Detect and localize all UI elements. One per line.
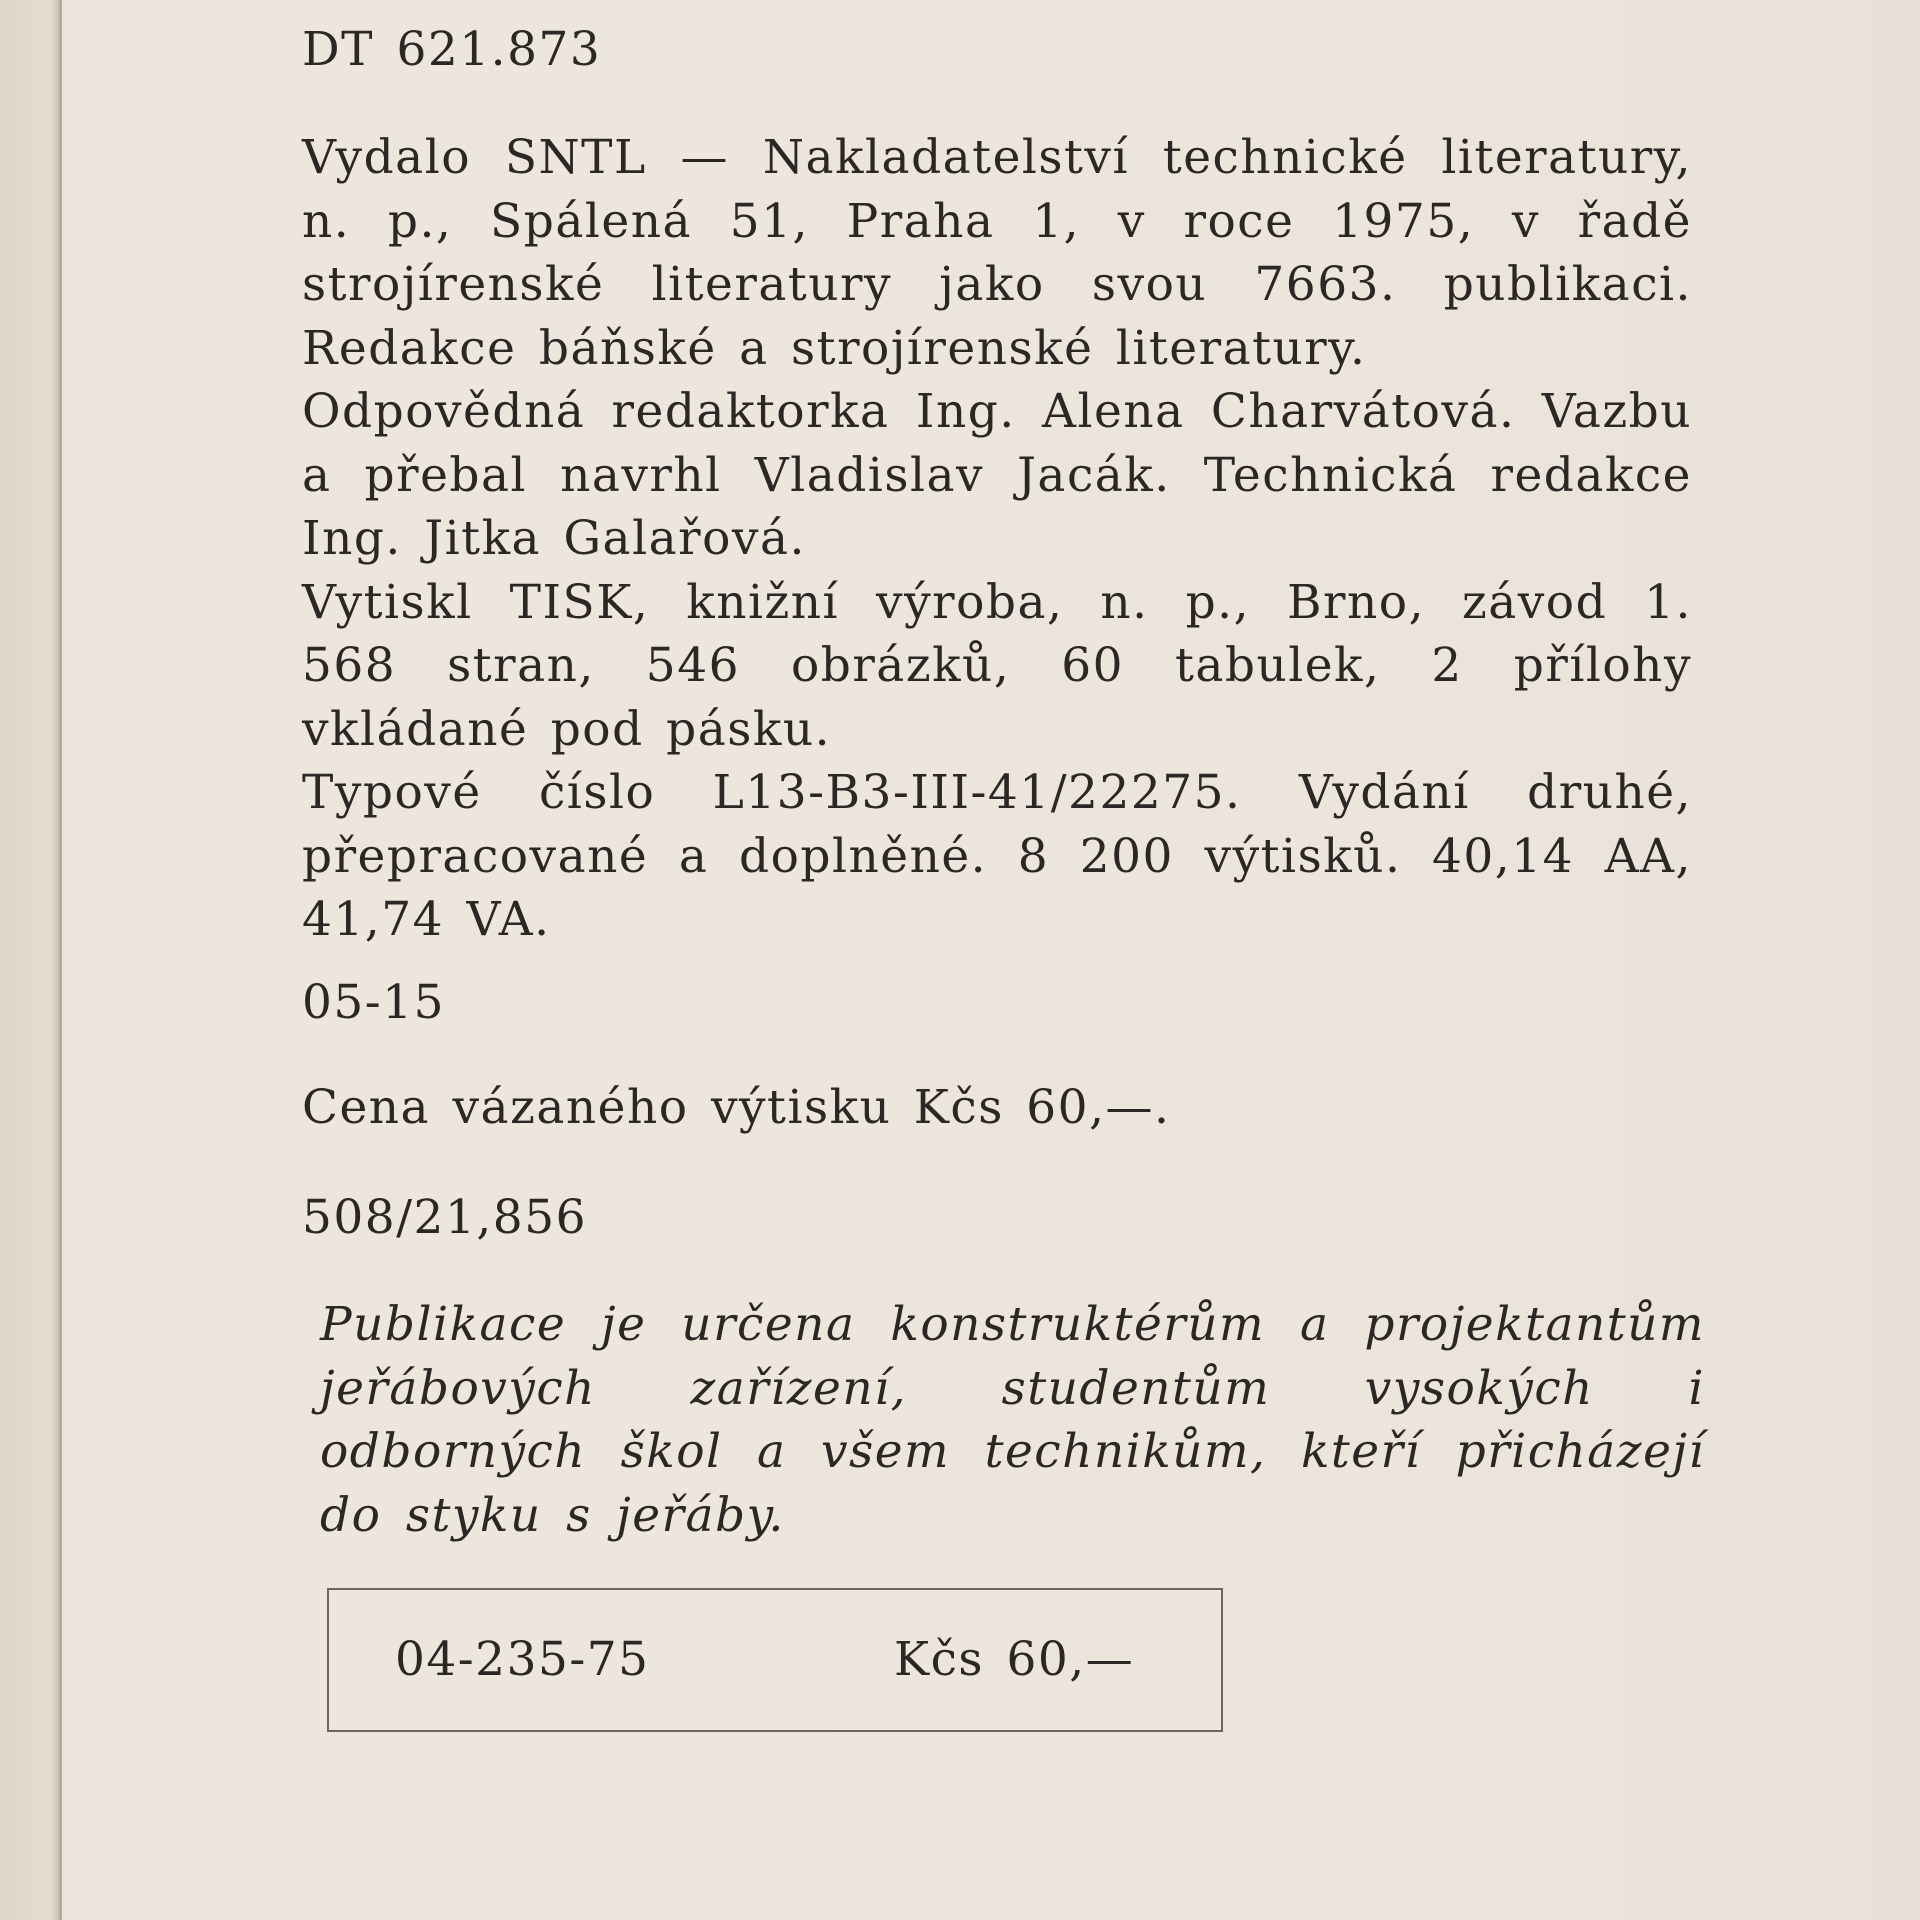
page-gutter bbox=[0, 0, 62, 1920]
price-box-price: Kčs 60,— bbox=[894, 1632, 1135, 1687]
audience-note: Publikace je určena konstruktérům a projektantům jeřábových zařízení, studentům vysokých i odborných škol a všem technikům, kteří přicházejí do styku s jeřáby. bbox=[320, 1297, 1705, 1543]
imprint-paragraph-publisher: Vydalo SNTL — Nakladatelství technické literatury, n. p., Spálená 51, Praha 1, v roce 1975, v řadě strojírenské literatury jako svou 7663. publikaci. Redakce báňské a strojírenské literatury. bbox=[302, 130, 1692, 376]
price-box bbox=[327, 1588, 1223, 1732]
imprint-paragraph-editors: Odpovědná redaktorka Ing. Alena Charvátová. Vazbu a přebal navrhl Vladislav Jacák. Technická redakce Ing. Jitka Galařová. bbox=[302, 384, 1692, 566]
print-number: 508/21,856 bbox=[302, 1190, 587, 1245]
bound-copy-price: Cena vázaného výtisku Kčs 60,—. bbox=[302, 1080, 1171, 1135]
imprint-paragraph-printer: Vytiskl TISK, knižní výroba, n. p., Brno, závod 1. 568 stran, 546 obrázků, 60 tabulek, 2 přílohy vkládané pod pásku. bbox=[302, 574, 1692, 757]
catalog-code: 05-15 bbox=[302, 975, 445, 1030]
imprint-text bbox=[302, 126, 1692, 952]
price-box-code: 04-235-75 bbox=[395, 1632, 650, 1687]
binding-edge bbox=[60, 0, 62, 1920]
imprint-paragraph-edition: Typové číslo L13-B3-III-41/22275. Vydání druhé, přepracované a doplněné. 8 200 výtisků. 40,14 AA, 41,74 VA. bbox=[302, 765, 1692, 947]
classification-number: DT 621.873 bbox=[302, 22, 602, 77]
